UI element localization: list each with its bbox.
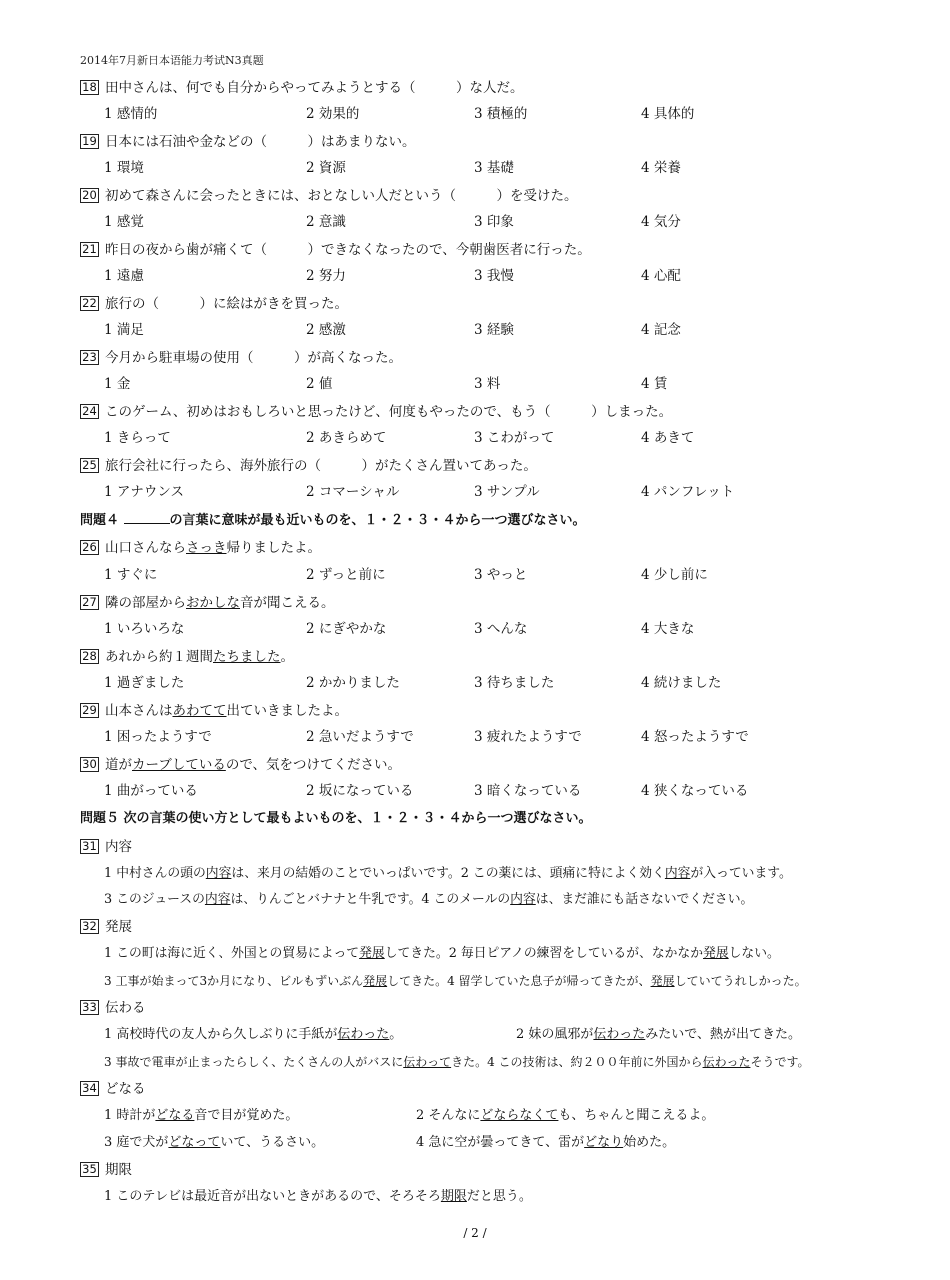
question-25: 25 旅行会社に行ったら、海外旅行の（ ）がたくさん置いてあった。	[80, 457, 537, 475]
question-31: 31 内容	[80, 838, 132, 856]
question-27: 27 隣の部屋からおかしな音が聞こえる。	[80, 594, 335, 612]
question-18: 18 田中さんは、何でも自分からやってみようとする（ ）な人だ。	[80, 79, 524, 97]
question-35: 35 期限	[80, 1161, 132, 1179]
q33-line-2: 3 事故で電車が止まったらしく、たくさんの人がバスに伝わってきた。4 この技術は、約２００年前に外国から伝わったそうです。	[104, 1055, 810, 1069]
question-32: 32 発展	[80, 918, 132, 936]
q35-option-1: 1 このテレビは最近音が出ないときがあるので、そろそろ期限だと思う。	[104, 1189, 532, 1204]
document-page: 2014年7月新日本语能力考试N3真题 18 田中さんは、何でも自分からやってみようとする（ ）な人だ。 1 感情的 2 効果的 3 積極的 4 具体的 19 日本には石油や金などの（ ）はあまりない。 1 環境 2 資源 3 基礎 4 栄養 20 初めて森さんに会ったときには、おとなしい人だという（ ）を受けた。 1 感覚 2 意識 3 印象 4 気分 21 昨日の夜から歯が痛くて（ ）できなくなったので、今朝歯医者に行った。 1 遠慮 2 努力 3 我慢 4 心配 22 旅行の（ ）に絵はがきを買った。 1 満足 2 感激 3 経験 4 記念 23 今月から駐車場の使用（ ）が高くなった。 1 金 2 値 3 料 4 賃 24 このゲーム、初めはおもしろいと思ったけど、何度もやったので、もう（ ）しまった。 1 きらって 2 あきらめて 3 こわがって 4 あきて 25 旅行会社に行ったら、海外旅行の（ ）がたくさん置いてあった。 1 アナウンス 2 コマーシャル 3 サンプル 4 パンフレット 問題４ の言葉に意味が最も近いものを、１・２・３・４から一つ選びなさい。 26 山口さんならさっき帰りましたよ。 1 すぐに 2 ずっと前に 3 やっと 4 少し前に 27 隣の部屋からおかしな音が聞こえる。 1 いろいろな 2 にぎやかな 3 へんな 4 大きな 28 あれから約１週間たちました。 1 過ぎました 2 かかりました 3 待ちました 4 続けました 29 山本さんはあわてて出ていきましたよ。 1 困ったようすで 2 急いだようすで 3 疲れたようすで 4 怒ったようすで 30 道がカーブしているので、気をつけてください。 1 曲がっている 2 坂になっている 3 暗くなっている 4 狭くなっている 問題５ 次の言葉の使い方として最もよいものを、１・２・３・４から一つ選びなさい。 31 内容 1 中村さんの頭の内容は、来月の結婚のことでいっぱいです。2 この薬には、頭痛に特によく効く内容が入っています。 3 このジュースの内容は、りんごとバナナと牛乳です。4 このメールの内容は、まだ誰にも話さないでください。 32 発展 1 この町は海に近く、外国との貿易によって発展してきた。2 毎日ピアノの練習をしているが、なかなか発展しない。 3 工事が始まって3か月になり、ビルもずいぶん発展してきた。4 留学していた息子が帰ってきたが、発展していてうれしかった。 33 伝わる 1 高校時代の友人から久しぶりに手紙が伝わった。 2 妹の風邪が伝わったみたいで、熱が出てきた。 3 事故で電車が止まったらしく、たくさんの人がバスに伝わってきた。4 この技術は、約２００年前に外国から伝わったそうです。 34 どなる 1 時計がどなる音で目が覚めた。 2 そんなにどならなくても、ちゃんと聞こえるよ。 3 庭で犬がどなっていて、うるさい。 4 急に空が曇ってきて、雷がどなり始めた。 35 期限 1 このテレビは最近音が出ないときがあるので、そろそろ期限だと思う。 / 2 /	[0, 0, 950, 1280]
page-header: 2014年7月新日本语能力考试N3真题	[80, 54, 264, 67]
q33-option-2: 2 妹の風邪が伝わったみたいで、熱が出てきた。	[516, 1027, 802, 1042]
q33-option-1: 1 高校時代の友人から久しぶりに手紙が伝わった。	[104, 1027, 403, 1042]
q34-option-1: 1 時計がどなる音で目が覚めた。	[104, 1108, 299, 1123]
q31-line-1: 1 中村さんの頭の内容は、来月の結婚のことでいっぱいです。2 この薬には、頭痛に特によく効く内容が入っています。	[104, 866, 792, 881]
question-23: 23 今月から駐車場の使用（ ）が高くなった。	[80, 349, 402, 367]
page-number: / 2 /	[463, 1226, 487, 1240]
section-4-title: 問題４ の言葉に意味が最も近いものを、１・２・３・４から一つ選びなさい。	[80, 513, 586, 528]
q31-line-2: 3 このジュースの内容は、りんごとバナナと牛乳です。4 このメールの内容は、まだ誰にも話さないでください。	[104, 892, 754, 907]
question-34: 34 どなる	[80, 1080, 146, 1098]
question-26: 26 山口さんならさっき帰りましたよ。	[80, 539, 321, 557]
question-28: 28 あれから約１週間たちました。	[80, 648, 294, 666]
question-33: 33 伝わる	[80, 999, 146, 1017]
question-30: 30 道がカーブしているので、気をつけてください。	[80, 756, 401, 774]
question-20: 20 初めて森さんに会ったときには、おとなしい人だという（ ）を受けた。	[80, 187, 578, 205]
section-5-title: 問題５ 次の言葉の使い方として最もよいものを、１・２・３・４から一つ選びなさい。	[80, 811, 592, 826]
q34-option-3: 3 庭で犬がどなっていて、うるさい。	[104, 1135, 325, 1150]
q32-line-2: 3 工事が始まって3か月になり、ビルもずいぶん発展してきた。4 留学していた息子が帰ってきたが、発展していてうれしかった。	[104, 974, 807, 988]
q34-option-4: 4 急に空が曇ってきて、雷がどなり始めた。	[416, 1135, 676, 1150]
q32-line-1: 1 この町は海に近く、外国との貿易によって発展してきた。2 毎日ピアノの練習をしているが、なかなか発展しない。	[104, 946, 780, 961]
question-29: 29 山本さんはあわてて出ていきましたよ。	[80, 702, 348, 720]
question-24: 24 このゲーム、初めはおもしろいと思ったけど、何度もやったので、もう（ ）しまった。	[80, 403, 672, 421]
blank-underline	[124, 511, 170, 524]
question-21: 21 昨日の夜から歯が痛くて（ ）できなくなったので、今朝歯医者に行った。	[80, 241, 591, 259]
question-22: 22 旅行の（ ）に絵はがきを買った。	[80, 295, 348, 313]
question-19: 19 日本には石油や金などの（ ）はあまりない。	[80, 133, 416, 151]
q34-option-2: 2 そんなにどならなくても、ちゃんと聞こえるよ。	[416, 1108, 715, 1123]
